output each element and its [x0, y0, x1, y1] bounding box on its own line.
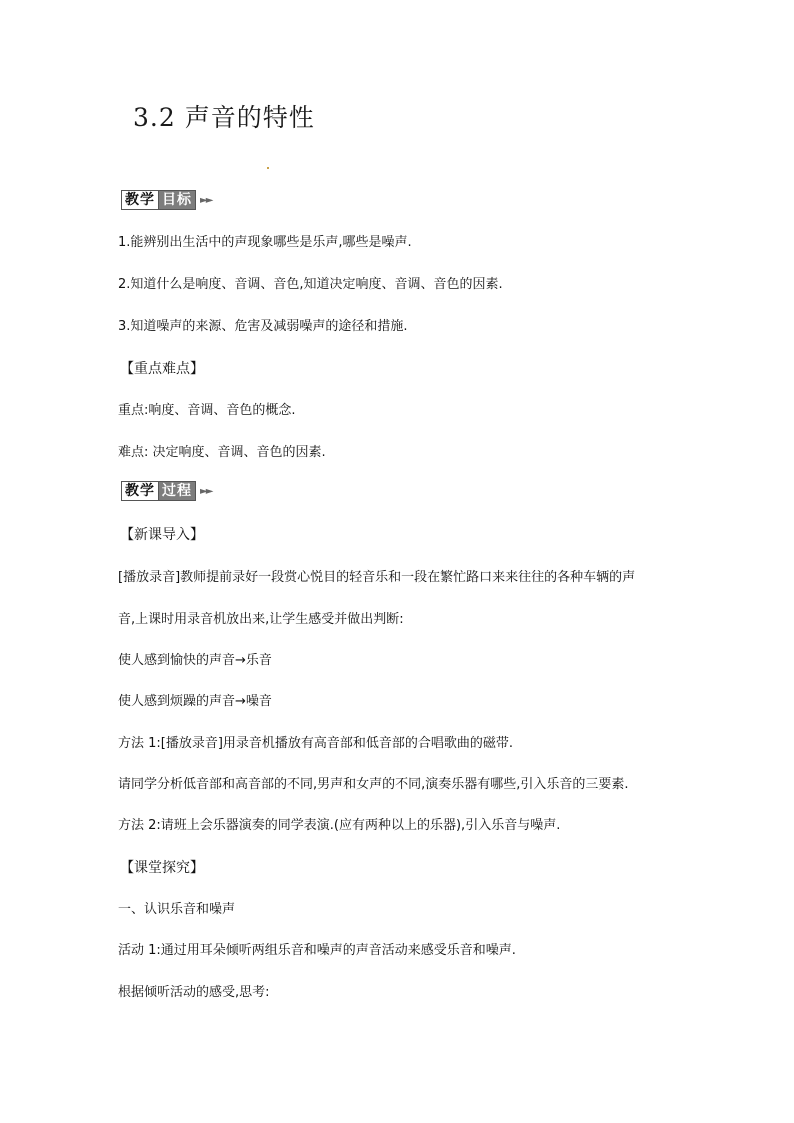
- intro-heading: 【新课导入】: [120, 527, 204, 543]
- badge-left-text: 教学: [122, 482, 159, 500]
- goal-item: 1.能辨别出生活中的声现象哪些是乐声,哪些是噪声.: [118, 235, 412, 250]
- badge-right-text: 目标: [159, 191, 195, 209]
- teaching-process-badge: [121, 480, 211, 502]
- explore-line: 根据倾听活动的感受,思考:: [118, 985, 270, 1000]
- intro-line: 使人感到烦躁的声音→噪音: [118, 694, 272, 709]
- intro-line: 方法 1:[播放录音]用录音机播放有高音部和低音部的合唱歌曲的磁带.: [118, 736, 514, 751]
- page-title: 3.2 声音的特性: [133, 103, 315, 132]
- intro-line: 使人感到愉快的声音→乐音: [118, 653, 272, 668]
- teaching-goals-badge: [121, 189, 211, 211]
- badge-right-text: 过程: [159, 482, 195, 500]
- goal-item: 3.知道噪声的来源、危害及减弱噪声的途径和措施.: [118, 319, 408, 334]
- intro-line: [播放录音]教师提前录好一段赏心悦目的轻音乐和一段在繁忙路口来来往往的各种车辆的声: [118, 570, 636, 585]
- explore-heading: 【课堂探究】: [120, 860, 204, 876]
- intro-line: 请同学分析低音部和高音部的不同,男声和女声的不同,演奏乐器有哪些,引入乐音的三要素.: [118, 777, 629, 792]
- explore-line: 一、认识乐音和噪声: [118, 902, 236, 917]
- goal-item: 2.知道什么是响度、音调、音色,知道决定响度、音调、音色的因素.: [118, 277, 503, 292]
- double-arrow-icon: ►►: [200, 194, 212, 206]
- difficult-point-text: 难点: 决定响度、音调、音色的因素.: [118, 445, 326, 460]
- double-arrow-icon: ►►: [200, 485, 212, 497]
- intro-line: 方法 2:请班上会乐器演奏的同学表演.(应有两种以上的乐器),引入乐音与噪声.: [118, 818, 561, 833]
- decorative-dot: [267, 167, 269, 169]
- badge-left-text: 教学: [122, 191, 159, 209]
- key-point-text: 重点:响度、音调、音色的概念.: [118, 403, 296, 418]
- key-points-heading: 【重点难点】: [120, 361, 204, 377]
- intro-line: 音,上课时用录音机放出来,让学生感受并做出判断:: [118, 612, 404, 627]
- explore-line: 活动 1:通过用耳朵倾听两组乐音和噪声的声音活动来感受乐音和噪声.: [118, 943, 516, 958]
